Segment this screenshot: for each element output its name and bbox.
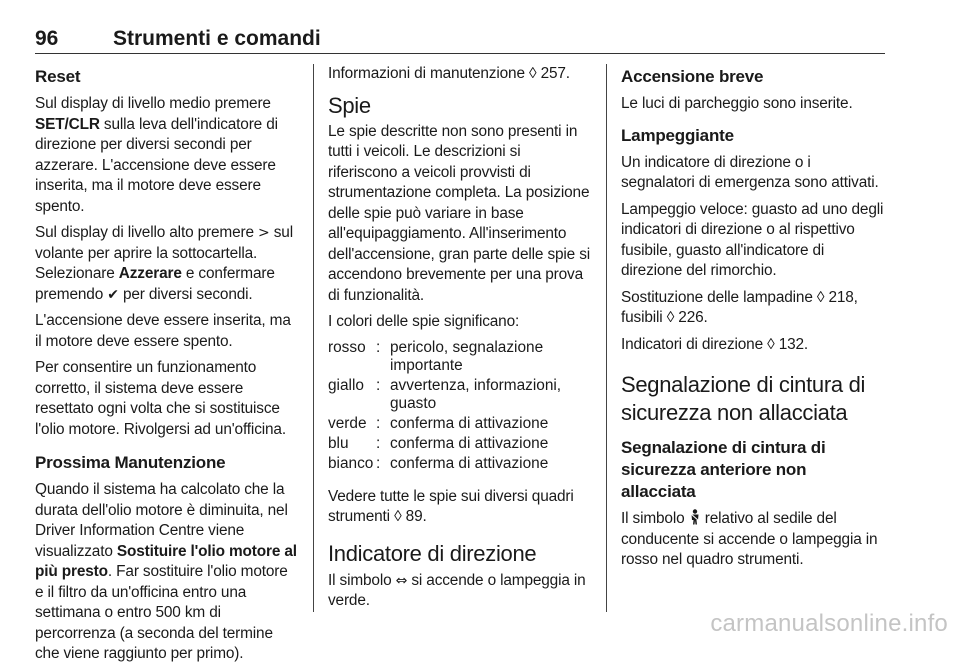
button-name-set-clr: SET/CLR: [35, 115, 100, 133]
color-row: [328, 339, 590, 377]
color-name: verde: [328, 414, 367, 432]
text: sul volante per aprire la sottocartella. Selezionare: [35, 224, 293, 282]
text: fusibili: [621, 309, 667, 326]
front-seatbelt-heading: Segnalazione di cintura di sicurezza anteriore non allacciata: [621, 438, 826, 501]
reset-heading: Reset: [35, 67, 81, 86]
spie-heading: Spie: [328, 92, 371, 118]
page-reference: ◊ 89.: [394, 508, 427, 525]
message-text: Sostituire l'olio motore al più presto: [35, 542, 297, 580]
column-3: [621, 64, 885, 577]
checkmark-icon: ✔: [107, 286, 119, 303]
maintenance-info-ref: [328, 64, 590, 85]
text: Sul display di livello alto premere: [35, 224, 259, 241]
text: Quando il sistema ha calcolato che la durata dell'olio motore è diminuita, nel Driver Information Centre viene visualizzato: [35, 481, 288, 560]
text: Indicatori di direzione: [621, 335, 768, 353]
color-row: [328, 435, 590, 455]
direction-indicator-heading: Indicatore di direzione: [328, 540, 537, 566]
colors-table: [328, 339, 590, 475]
separator: :: [376, 414, 381, 432]
column-1: [35, 64, 297, 671]
page-reference: ◊ 218,: [816, 288, 858, 306]
text: e confermare premendo: [35, 265, 275, 303]
text: Vedere tutte le spie sui diversi quadri strumenti: [328, 487, 574, 525]
page-reference: ◊ 132.: [767, 335, 809, 353]
direction-indicators-ref: [621, 335, 885, 356]
color-meaning: conferma di attivazione: [390, 454, 549, 472]
column-divider-1: [313, 64, 314, 612]
color-row: [328, 377, 590, 415]
colors-intro: I colori delle spie significano:: [328, 313, 520, 330]
separator: :: [376, 376, 381, 394]
text: Il simbolo: [621, 510, 689, 527]
color-row: [328, 455, 590, 475]
color-name: blu: [328, 434, 349, 452]
column-divider-2: [606, 64, 607, 612]
maintenance-paragraph: [35, 480, 297, 665]
turn-signal-icon: ⇔: [395, 572, 408, 589]
reset-paragraph-1: [35, 94, 297, 217]
seatbelt-icon: [689, 509, 701, 525]
separator: :: [376, 454, 381, 472]
text: . Far sostituire l'olio motore e il filtro da un'officina entro una settimana o entro 500 km di percorrenza (a seconda del termine che viene raggiunto per primo).: [35, 563, 288, 662]
color-meaning: conferma di attivazione: [390, 414, 549, 432]
column-2: [328, 64, 590, 618]
short-on-heading: Accensione breve: [621, 67, 764, 86]
text: Informazioni di manutenzione: [328, 65, 529, 82]
color-meaning: pericolo, segnalazione importante: [390, 338, 544, 374]
separator: :: [376, 338, 381, 356]
page-number: 96: [35, 27, 59, 50]
flashing-paragraph-2: Lampeggio veloce: guasto ad uno degli indicatori di direzione o al rispettivo fusibile, guasto all'indicatore di direzione del rimorchio.: [621, 200, 884, 279]
color-meaning: conferma di attivazione: [390, 434, 549, 452]
see-all-lights: [328, 487, 590, 528]
color-name: bianco: [328, 454, 374, 472]
seatbelt-paragraph: [621, 509, 885, 571]
color-name: rosso: [328, 338, 366, 356]
short-on-paragraph: Le luci di parcheggio sono inserite.: [621, 95, 853, 112]
watermark: carmanualsonline.info: [710, 610, 948, 637]
text: Sostituzione delle lampadine: [621, 288, 817, 306]
text: relativo al sedile del conducente si accende o lampeggia in rosso nel quadro strumenti.: [621, 510, 878, 568]
spie-paragraph: Le spie descritte non sono presenti in tutti i veicoli. Le descrizioni si riferiscono a veicoli provvisti di strumentazione completa. La posizione delle spie può variare in base all'equipaggiamento. All'inserimento dell'accensione, gran parte delle spie si accendono brevemente per una prova di funzionalità.: [328, 122, 591, 304]
direction-indicator-paragraph: [328, 571, 590, 612]
reset-paragraph-4: Per consentire un funzionamento corretto, il sistema deve essere resettato ogni volta che si sostituisce l'olio motore. Rivolgersi ad un'officina.: [35, 359, 286, 438]
text: Il simbolo: [328, 571, 396, 589]
menu-name-azzerare: Azzerare: [118, 265, 182, 282]
page-header: [35, 27, 885, 53]
reset-paragraph-3: L'accensione deve essere inserita, ma il motore deve essere spento.: [35, 312, 291, 350]
seatbelt-heading: Segnalazione di cintura di sicurezza non allacciata: [621, 372, 866, 425]
text: Sul display di livello medio premere: [35, 95, 271, 112]
color-meaning: avvertenza, informazioni, guasto: [390, 376, 562, 412]
text: per diversi secondi.: [118, 285, 253, 303]
flashing-paragraph-1: Un indicatore di direzione o i segnalatori di emergenza sono attivati.: [621, 153, 879, 191]
maintenance-heading: Prossima Manutenzione: [35, 453, 226, 472]
page-reference: ◊ 226.: [666, 309, 708, 326]
header-divider: [35, 53, 885, 54]
bulb-fuse-refs: [621, 288, 885, 329]
page-reference: ◊ 257.: [528, 65, 570, 82]
text: sulla leva dell'indicatore di direzione per diversi secondi per azzerare. L'accensione deve essere inserita, ma il motore deve essere spento.: [35, 115, 278, 215]
color-row: [328, 415, 590, 435]
reset-paragraph-2: [35, 223, 297, 305]
text: si accende o lampeggia in verde.: [328, 571, 586, 609]
section-title: Strumenti e comandi: [113, 27, 321, 50]
flashing-heading: Lampeggiante: [621, 125, 734, 145]
color-name: giallo: [328, 376, 364, 394]
chevron-right-icon: >: [258, 225, 270, 241]
separator: :: [376, 434, 381, 452]
